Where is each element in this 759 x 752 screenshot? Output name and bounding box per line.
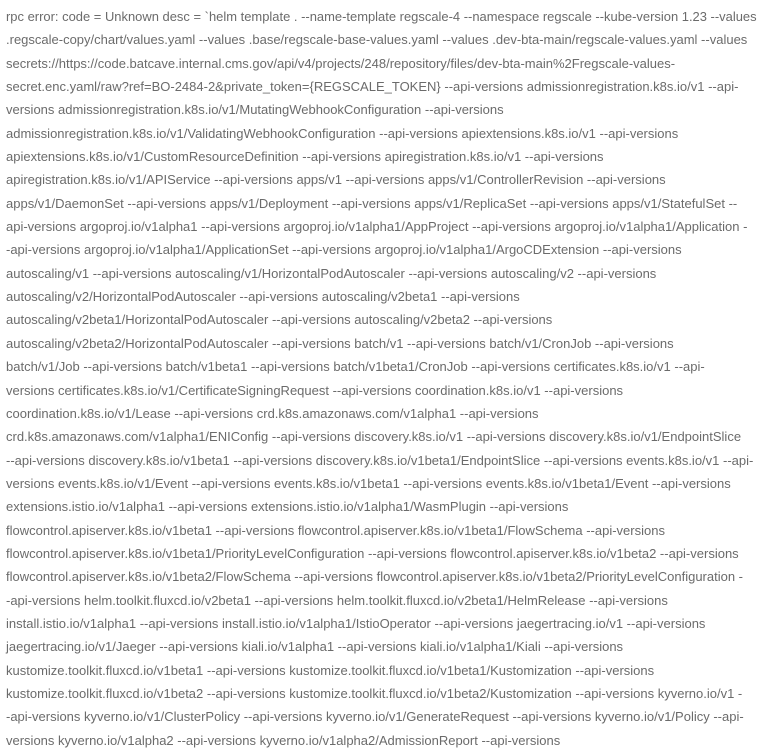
error-line: -api-versions argoproj.io/v1alpha1/ApplicationSet --api-versions argoproj.io/v1alpha1/ArgoCDExtension --api-versions (6, 242, 682, 258)
error-line: -api-versions kyverno.io/v1/ClusterPolicy --api-versions kyverno.io/v1/GenerateRequest --api-versions kyverno.io/v1/Policy --api- (6, 709, 744, 725)
error-line: apps/v1/DaemonSet --api-versions apps/v1/Deployment --api-versions apps/v1/ReplicaSet --api-versions apps/v1/StatefulSet -- (6, 195, 738, 211)
error-line: versions admissionregistration.k8s.io/v1/MutatingWebhookConfiguration --api-versions (6, 102, 504, 118)
error-line: .regscale-copy/chart/values.yaml --values .base/regscale-base-values.yaml --values .dev-bta-main/regscale-values.yaml --values (6, 32, 748, 48)
error-line: apiextensions.k8s.io/v1/CustomResourceDefinition --api-versions apiregistration.k8s.io/v1 --api-versions (6, 149, 604, 165)
error-line: autoscaling/v2/HorizontalPodAutoscaler --api-versions autoscaling/v2beta1 --api-versions (6, 289, 520, 305)
error-line: coordination.k8s.io/v1/Lease --api-versions crd.k8s.amazonaws.com/v1alpha1 --api-versions (6, 405, 539, 421)
error-line: extensions.istio.io/v1alpha1 --api-versions extensions.istio.io/v1alpha1/WasmPlugin --api-versions (6, 499, 569, 515)
error-line: apiregistration.k8s.io/v1/APIService --api-versions apps/v1 --api-versions apps/v1/ControllerRevision --api-versions (6, 172, 666, 188)
error-line: autoscaling/v2beta2/HorizontalPodAutoscaler --api-versions batch/v1 --api-versions batch/v1/CronJob --api-versions (6, 335, 674, 351)
error-line: autoscaling/v1 --api-versions autoscaling/v1/HorizontalPodAutoscaler --api-versions autoscaling/v2 --api-versions (6, 265, 657, 281)
error-line: flowcontrol.apiserver.k8s.io/v1beta1 --api-versions flowcontrol.apiserver.k8s.io/v1beta1/FlowSchema --api-versions (6, 522, 665, 538)
error-line: versions events.k8s.io/v1/Event --api-versions events.k8s.io/v1beta1 --api-versions events.k8s.io/v1beta1/Event --api-versions (6, 475, 731, 491)
error-line: jaegertracing.io/v1/Jaeger --api-versions kiali.io/v1alpha1 --api-versions kiali.io/v1alpha1/Kiali --api-versions (6, 639, 624, 655)
error-line: flowcontrol.apiserver.k8s.io/v1beta2/FlowSchema --api-versions flowcontrol.apiserver.k8s.io/v1beta2/PriorityLevelConfiguration - (6, 569, 744, 585)
error-line: flowcontrol.apiserver.k8s.io/v1beta1/PriorityLevelConfiguration --api-versions flowcontrol.apiserver.k8s.io/v1beta2 --api-versions (6, 545, 739, 561)
error-line: rpc error: code = Unknown desc = `helm template . --name-template regscale-4 --namespace regscale --kube-version 1.23 --values (6, 9, 757, 24)
error-line: admissionregistration.k8s.io/v1/ValidatingWebhookConfiguration --api-versions apiextensions.k8s.io/v1 --api-versions (6, 125, 679, 141)
error-line: api-versions argoproj.io/v1alpha1 --api-versions argoproj.io/v1alpha1/AppProject --api-versions argoproj.io/v1alpha1/Application - (6, 219, 748, 235)
error-line: secret.enc.yaml/raw?ref=BO-2484-2&private_token={REGSCALE_TOKEN} --api-versions admissionregistration.k8s.io/v1 --api- (6, 79, 739, 95)
error-line: kustomize.toolkit.fluxcd.io/v1beta1 --api-versions kustomize.toolkit.fluxcd.io/v1beta1/Kustomization --api-versions (6, 662, 655, 678)
error-line: secrets://https://code.batcave.internal.cms.gov/api/v4/projects/248/repository/files/dev-bta-main%2Fregscale-values- (6, 55, 676, 71)
error-line: kustomize.toolkit.fluxcd.io/v1beta2 --api-versions kustomize.toolkit.fluxcd.io/v1beta2/Kustomization --api-versions kyverno.io/v1 - (6, 685, 743, 701)
error-line: autoscaling/v2beta1/HorizontalPodAutoscaler --api-versions autoscaling/v2beta2 --api-versions (6, 312, 553, 328)
error-line: --api-versions discovery.k8s.io/v1beta1 --api-versions discovery.k8s.io/v1beta1/EndpointSlice --api-versions events.k8s.io/v1 --api- (6, 452, 754, 468)
error-line: versions certificates.k8s.io/v1/CertificateSigningRequest --api-versions coordination.k8s.io/v1 --api-versions (6, 382, 624, 398)
error-line: batch/v1/Job --api-versions batch/v1beta1 --api-versions batch/v1beta1/CronJob --api-versions certificates.k8s.io/v1 --api- (6, 359, 705, 375)
error-line: -api-versions helm.toolkit.fluxcd.io/v2beta1 --api-versions helm.toolkit.fluxcd.io/v2beta1/HelmRelease --api-versions (6, 592, 668, 608)
error-line: install.istio.io/v1alpha1 --api-versions install.istio.io/v1alpha1/IstioOperator --api-versions jaegertracing.io/v1 --api-versions (6, 615, 706, 631)
error-line: versions kyverno.io/v1alpha2 --api-versions kyverno.io/v1alpha2/AdmissionReport --api-versions (6, 732, 561, 748)
error-line: crd.k8s.amazonaws.com/v1alpha1/ENIConfig --api-versions discovery.k8s.io/v1 --api-versions discovery.k8s.io/v1/EndpointSlice (6, 429, 742, 445)
